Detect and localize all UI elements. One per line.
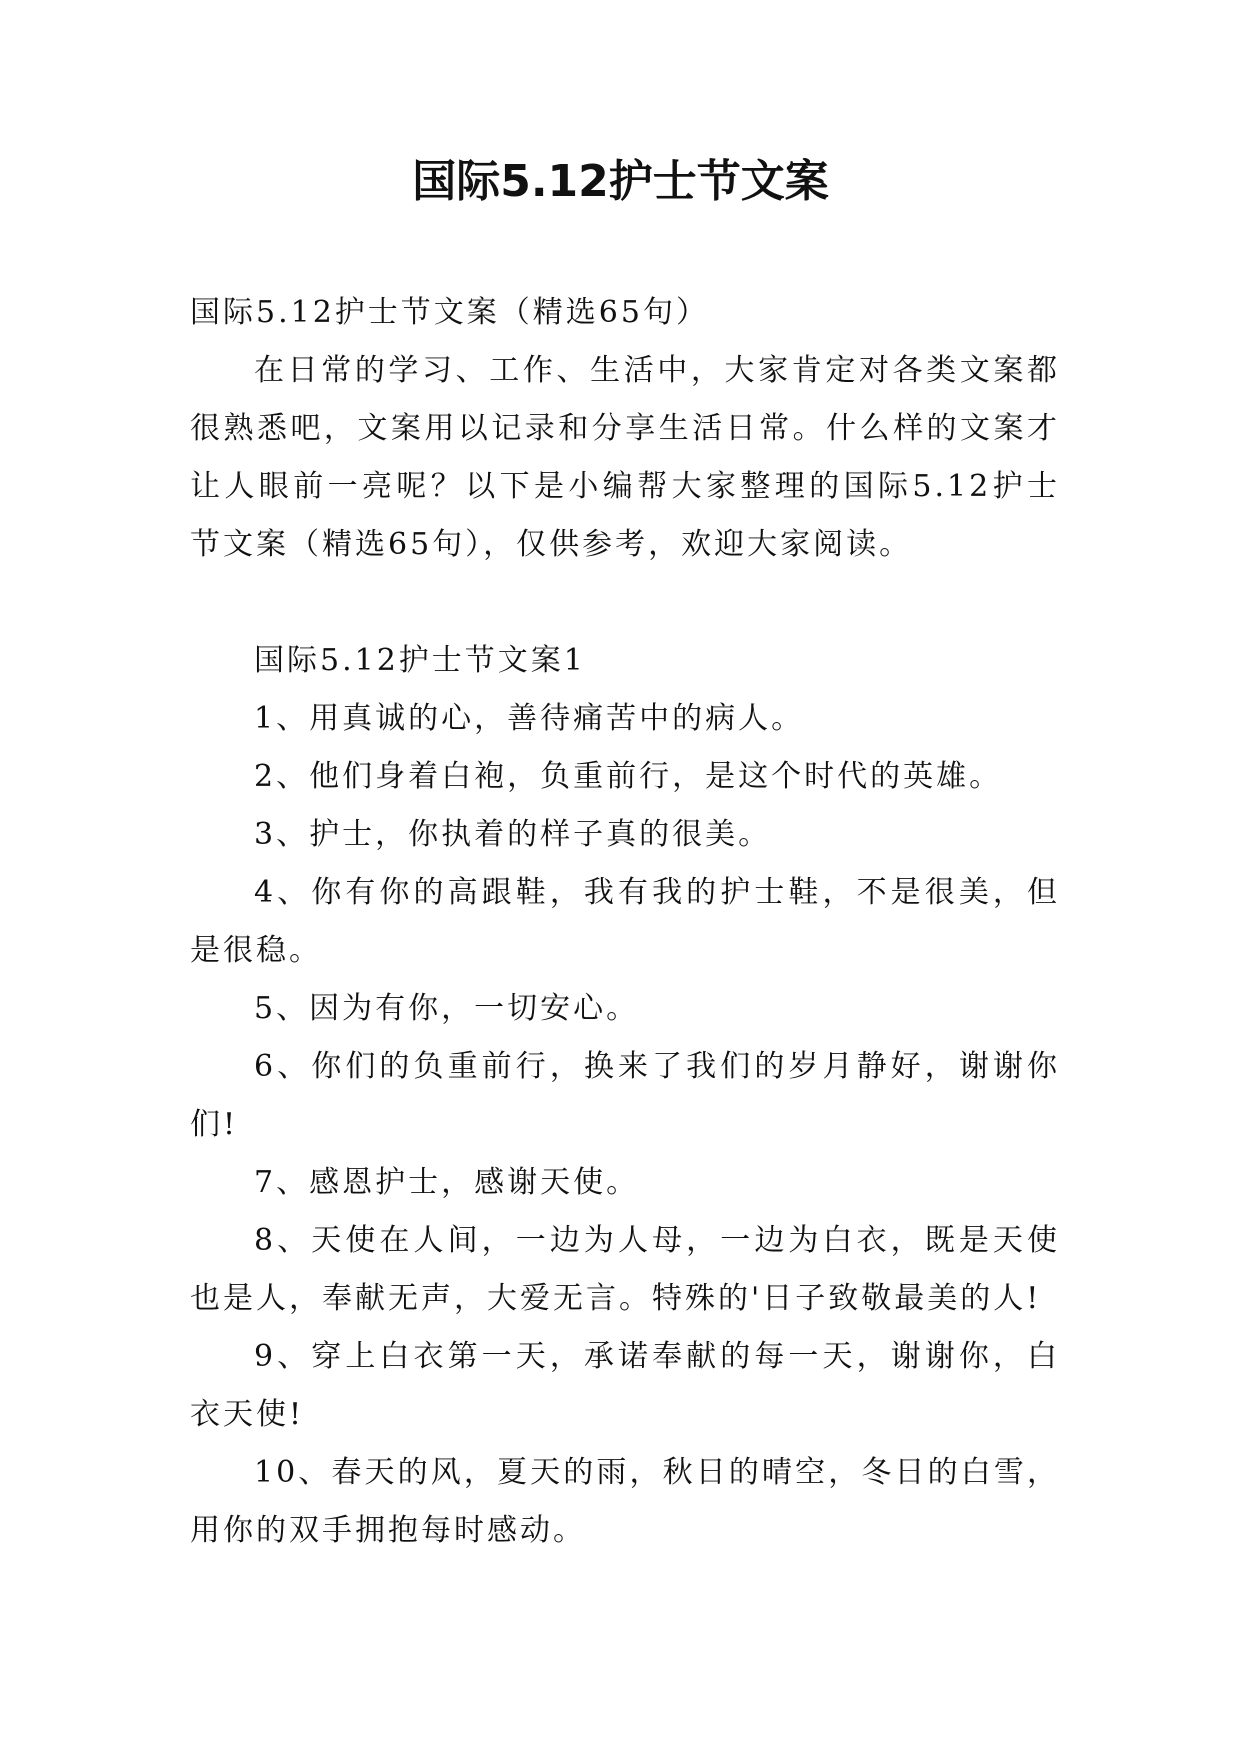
document-title: 国际5.12护士节文案 (412, 156, 829, 207)
intro-paragraph: 在日常的学习、工作、生活中，大家肯定对各类文案都很熟悉吧，文案用以记录和分享生活日常。什么样的文案才让人眼前一亮呢？以下是小编帮大家整理的国际5.12护士节文案（精选65句），仅供参考，欢迎大家阅读。 (190, 353, 1060, 562)
list-item: 5、因为有你，一切安心。 (254, 991, 640, 1026)
document-body (190, 284, 1060, 1560)
list-item: 10、春天的风，夏天的雨，秋日的晴空，冬日的白雪，用你的双手拥抱每时感动。 (190, 1455, 1060, 1548)
list-item: 7、感恩护士，感谢天使。 (254, 1165, 640, 1200)
document-subtitle: 国际5.12护士节文案（精选65句） (190, 295, 709, 330)
list-item: 1、用真诚的心，善待痛苦中的病人。 (254, 701, 805, 736)
list-item: 3、护士，你执着的样子真的很美。 (254, 817, 772, 852)
list-item: 4、你有你的高跟鞋，我有我的护士鞋，不是很美，但是很稳。 (190, 875, 1060, 968)
list-item: 6、你们的负重前行，换来了我们的岁月静好，谢谢你们! (190, 1049, 1060, 1142)
paragraph-spacer (190, 574, 1060, 632)
list-item: 8、天使在人间，一边为人母，一边为白衣，既是天使也是人，奉献无声，大爱无言。特殊的'日子致敬最美的人! (190, 1223, 1060, 1316)
list-item: 2、他们身着白袍，负重前行，是这个时代的英雄。 (254, 759, 1003, 794)
section-heading: 国际5.12护士节文案1 (254, 643, 586, 678)
list-item: 9、穿上白衣第一天，承诺奉献的每一天，谢谢你，白衣天使! (190, 1339, 1060, 1432)
